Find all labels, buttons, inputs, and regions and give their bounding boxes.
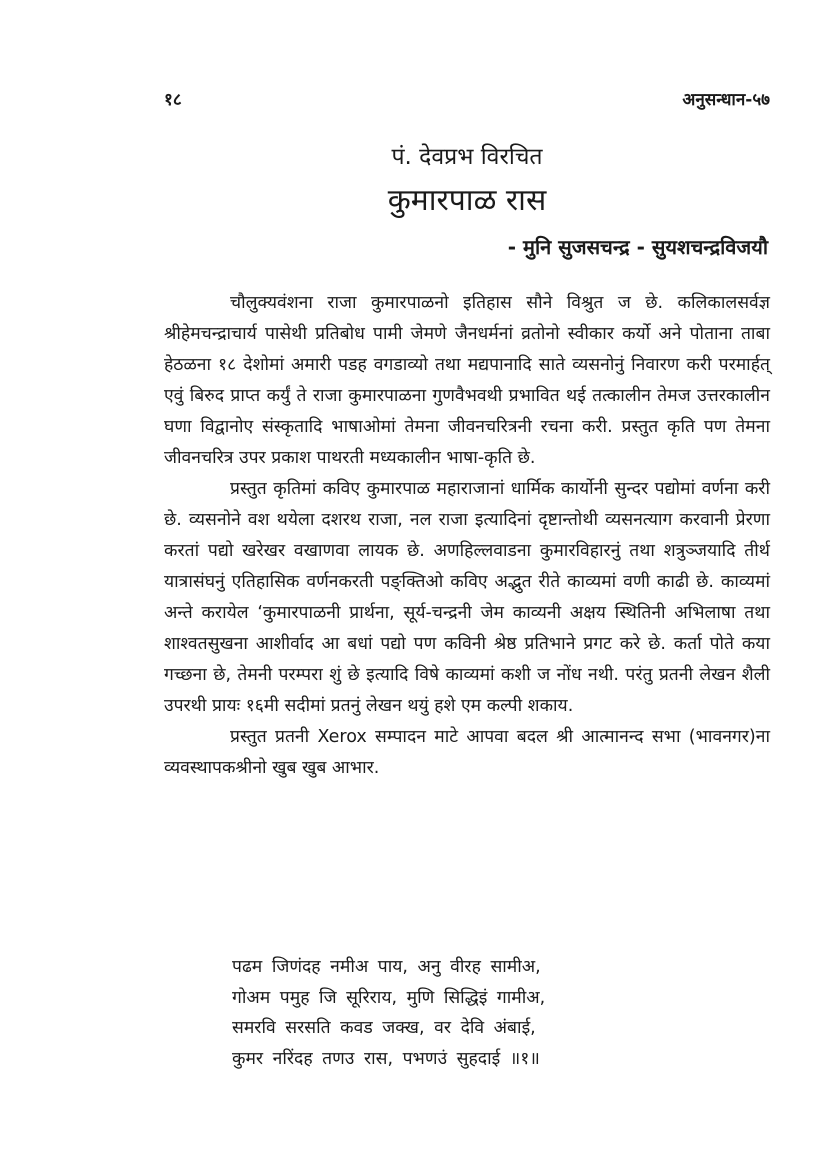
- work-attribution: पं. देवप्रभ विरचित: [391, 144, 543, 170]
- paragraph: प्रस्तुत कृतिमां कविए कुमारपाळ महाराजानां धार्मिक कार्योनी सुन्दर पद्योमां वर्णना करी छे. व्यसनोने वश थयेला दशरथ राजा, नल राजा इत्यादिनां दृष्टान्तोथी व्यसनत्याग करवानी प्रेरणा करतां पद्यो खरेखर वखाणवा लायक छे. अणहिल्लवाडना कुमारविहारनुं तथा शत्रुञ्जयादि तीर्थ यात्रासंघनुं एतिहासिक वर्णनकरती पङ्क्तिओ कविए अद्भुत रीते काव्यमां वणी काढी छे. काव्यमां अन्ते करायेल ‘कुमारपाळनी प्रार्थना, सूर्य-चन्द्रनी जेम काव्यनी अक्षय स्थितिनी अभिलाषा तथा शाश्वतसुखना आशीर्वाद आ बधां पद्यो पण कविनी श्रेष्ठ प्रतिभाने प्रगट करे छे. कर्ता पोते कया गच्छना छे, तेमनी परम्परा शुं छे इत्यादि विषे काव्यमां कशी ज नोंध नथी. परंतु प्रतनी लेखन शैली उपरथी प्रायः १६मी सदीमां प्रतनुं लेखन थयुं हशे एम कल्पी शकाय.: [164, 479, 770, 716]
- running-header: [164, 84, 770, 112]
- paragraph: प्रस्तुत प्रतनी Xerox सम्पादन माटे आपवा बदल श्री आत्मानन्द सभा (भावनगर)ना व्यवस्थापकश्रीनो खुब खुब आभार.: [164, 727, 770, 778]
- verse-line: गोअम पमुह जि सूरिराय, मुणि सिद्धिइं गामीअ,: [232, 987, 546, 1008]
- journal-issue: अनुसन्धान-५७: [682, 89, 770, 110]
- page-title: कुमारपाळ रास: [387, 183, 547, 218]
- verse-line: समरवि सरसति कवड जक्ख, वर देवि अंबाई,: [232, 1018, 536, 1038]
- verse-stanza: [232, 952, 752, 1074]
- page-number: १८: [164, 89, 182, 110]
- editors-byline: - मुनि सुजसचन्द्र - सुयशचन्द्रविजयौ: [507, 235, 768, 259]
- verse-line: कुमर नरिंदह तणउ रास, पभणउं सुहदाई ॥१॥: [232, 1048, 540, 1069]
- verse-line: पढम जिणंदह नमीअ पाय, अनु वीरह सामीअ,: [232, 957, 541, 977]
- paragraph: चौलुक्यवंशना राजा कुमारपाळनो इतिहास सौने विश्रुत ज छे. कलिकालसर्वज्ञ श्रीहेमचन्द्राचार्य पासेथी प्रतिबोध पामी जेमणे जैनधर्मनां व्रतोनो स्वीकार कर्यो अने पोताना ताबा हेठळना १८ देशोमां अमारी पडह वगडाव्यो तथा मद्यपानादि साते व्यसनोनुं निवारण करी परमार्हत् एवुं बिरुद प्राप्त कर्युं ते राजा कुमारपाळना गुणवैभवथी प्रभावित थई तत्कालीन तेमज उत्तरकालीन घणा विद्वानोए संस्कृतादि भाषाओमां तेमना जीवनचरित्रनी रचना करी. प्रस्तुत कृति पण तेमना जीवनचरित्र उपर प्रकाश पाथरती मध्यकालीन भाषा-कृति छे.: [164, 293, 770, 468]
- introduction-text: [164, 288, 770, 784]
